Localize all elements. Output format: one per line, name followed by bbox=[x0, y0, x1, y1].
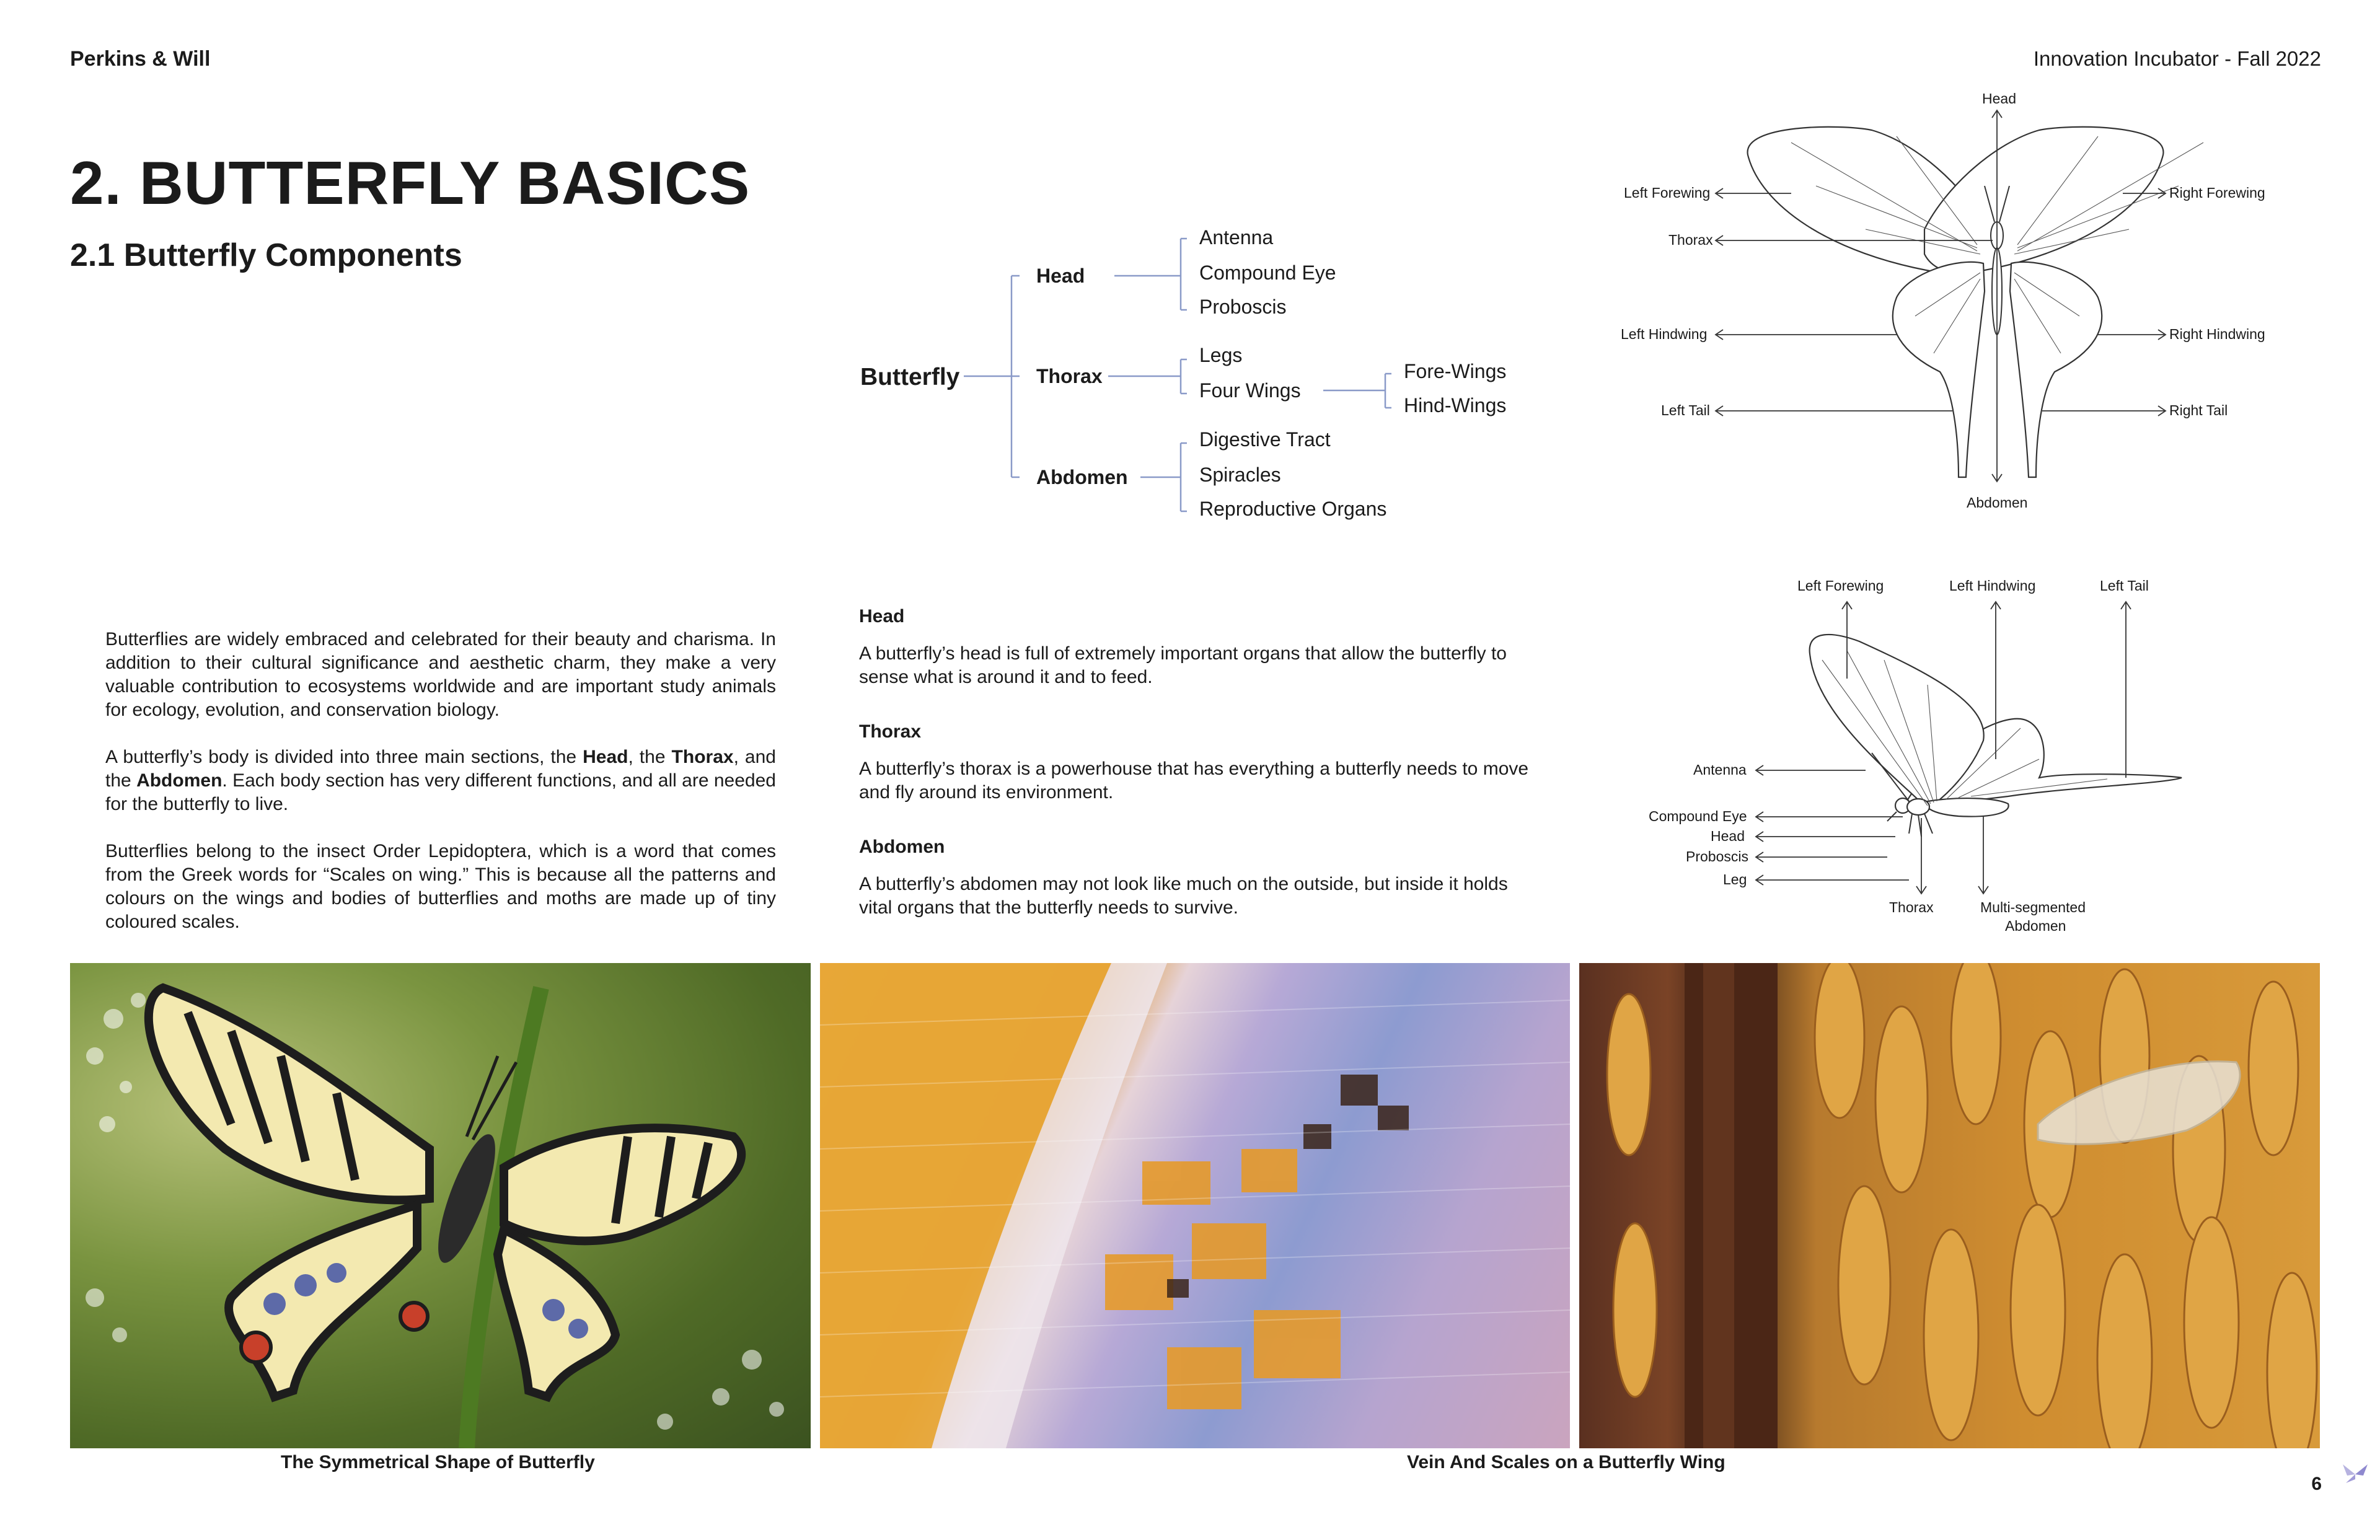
butterfly-logo-icon bbox=[2340, 1459, 2371, 1487]
description-title: Head bbox=[859, 606, 905, 627]
butterfly-image bbox=[70, 963, 811, 1448]
top-view-diagram bbox=[1605, 87, 2330, 521]
tree-leaf: Digestive Tract bbox=[1199, 428, 1331, 451]
swallowtail-photo bbox=[70, 963, 811, 1448]
label-proboscis: Proboscis bbox=[1686, 848, 1748, 865]
tree-leaf: Hind-Wings bbox=[1404, 394, 1507, 416]
label-antenna: Antenna bbox=[1693, 762, 1747, 778]
label-left-tail: Left Tail bbox=[2100, 578, 2149, 594]
tree-leaf: Four Wings bbox=[1199, 379, 1301, 402]
tree-leaf: Proboscis bbox=[1199, 296, 1287, 318]
label-right-forewing: Right Forewing bbox=[2169, 185, 2265, 201]
butterfly-side-illustration bbox=[1636, 573, 2256, 945]
intro-paragraph: Butterflies belong to the insect Order Lepidoptera, which is a word that comes from the Greek words for “Scales on wing.” This is because all the patterns and colours on the wings and bodies of butterflies and moths are made up of tiny coloured scales. bbox=[105, 841, 776, 932]
wing-scales-photo bbox=[820, 963, 1570, 1448]
label-left-tail: Left Tail bbox=[1661, 402, 1710, 418]
intro-text bbox=[105, 628, 776, 934]
micro-scales-image bbox=[1579, 963, 2320, 1448]
tree-leaf: Spiracles bbox=[1199, 464, 1281, 486]
intro-paragraph: A butterfly’s body is divided into three main sections, the Head, the Thorax, and the Abdomen. Each body section has very different functions, and all are needed for the butterfly to live. bbox=[105, 747, 776, 814]
microscopic-scales-photo bbox=[1579, 963, 2320, 1448]
label-leg: Leg bbox=[1723, 871, 1747, 887]
caption-left: The Symmetrical Shape of Butterfly bbox=[281, 1452, 595, 1472]
description-body: A butterfly’s thorax is a powerhouse that has everything a butterfly needs to move and fly around its environment. bbox=[859, 759, 1529, 803]
label-abdomen-line2: Abdomen bbox=[2005, 918, 2066, 934]
side-view-diagram bbox=[1636, 573, 2256, 945]
label-abdomen: Abdomen bbox=[1967, 495, 2028, 511]
caption-right: Vein And Scales on a Butterfly Wing bbox=[1407, 1452, 1726, 1472]
section-descriptions bbox=[859, 605, 1535, 920]
scales-image bbox=[820, 963, 1570, 1448]
label-left-forewing: Left Forewing bbox=[1624, 185, 1711, 201]
butterfly-top-illustration bbox=[1605, 87, 2330, 521]
tree-leaf: Legs bbox=[1199, 344, 1243, 366]
section-title: 2. BUTTERFLY BASICS bbox=[70, 149, 751, 217]
tree-branch-thorax: Thorax bbox=[1036, 365, 1103, 387]
tree-root: Butterfly bbox=[860, 364, 960, 390]
component-tree bbox=[855, 217, 1537, 527]
label-left-hindwing: Left Hindwing bbox=[1621, 326, 1708, 342]
label-head: Head bbox=[1982, 90, 2016, 107]
label-left-hindwing: Left Hindwing bbox=[1949, 578, 2036, 594]
tree-leaf: Compound Eye bbox=[1199, 262, 1336, 284]
tree-leaf: Fore-Wings bbox=[1404, 360, 1507, 382]
issue-title: Innovation Incubator - Fall 2022 bbox=[2033, 47, 2321, 70]
brand-name: Perkins & Will bbox=[70, 47, 211, 71]
section-subtitle: 2.1 Butterfly Components bbox=[70, 237, 462, 273]
description-body: A butterfly’s head is full of extremely important organs that allow the butterfly to sense what is around it and to feed. bbox=[859, 643, 1507, 687]
label-head: Head bbox=[1711, 828, 1745, 844]
description-title: Thorax bbox=[859, 721, 922, 742]
tree-branch-head: Head bbox=[1036, 265, 1085, 287]
page-number: 6 bbox=[2311, 1474, 2322, 1494]
label-thorax: Thorax bbox=[1889, 899, 1934, 915]
tree-leaf: Antenna bbox=[1199, 226, 1274, 249]
label-right-tail: Right Tail bbox=[2169, 402, 2228, 418]
tree-leaf: Reproductive Organs bbox=[1199, 498, 1387, 520]
label-right-hindwing: Right Hindwing bbox=[2169, 326, 2265, 342]
label-compound-eye: Compound Eye bbox=[1649, 808, 1747, 824]
intro-paragraph: Butterflies are widely embraced and celebrated for their beauty and charisma. In addition to their cultural significance and aesthetic charm, they make a very valuable contribution to ecosystems worldwide and are important study animals for ecology, evolution, and conservation biology. bbox=[105, 629, 776, 720]
label-left-forewing: Left Forewing bbox=[1797, 578, 1884, 594]
label-thorax: Thorax bbox=[1668, 232, 1713, 248]
description-title: Abdomen bbox=[859, 837, 945, 857]
tree-branch-abdomen: Abdomen bbox=[1036, 466, 1128, 488]
description-body: A butterfly’s abdomen may not look like much on the outside, but inside it holds vital organs that the butterfly needs to survive. bbox=[859, 874, 1508, 918]
label-abdomen-line1: Multi-segmented bbox=[1980, 899, 2086, 915]
